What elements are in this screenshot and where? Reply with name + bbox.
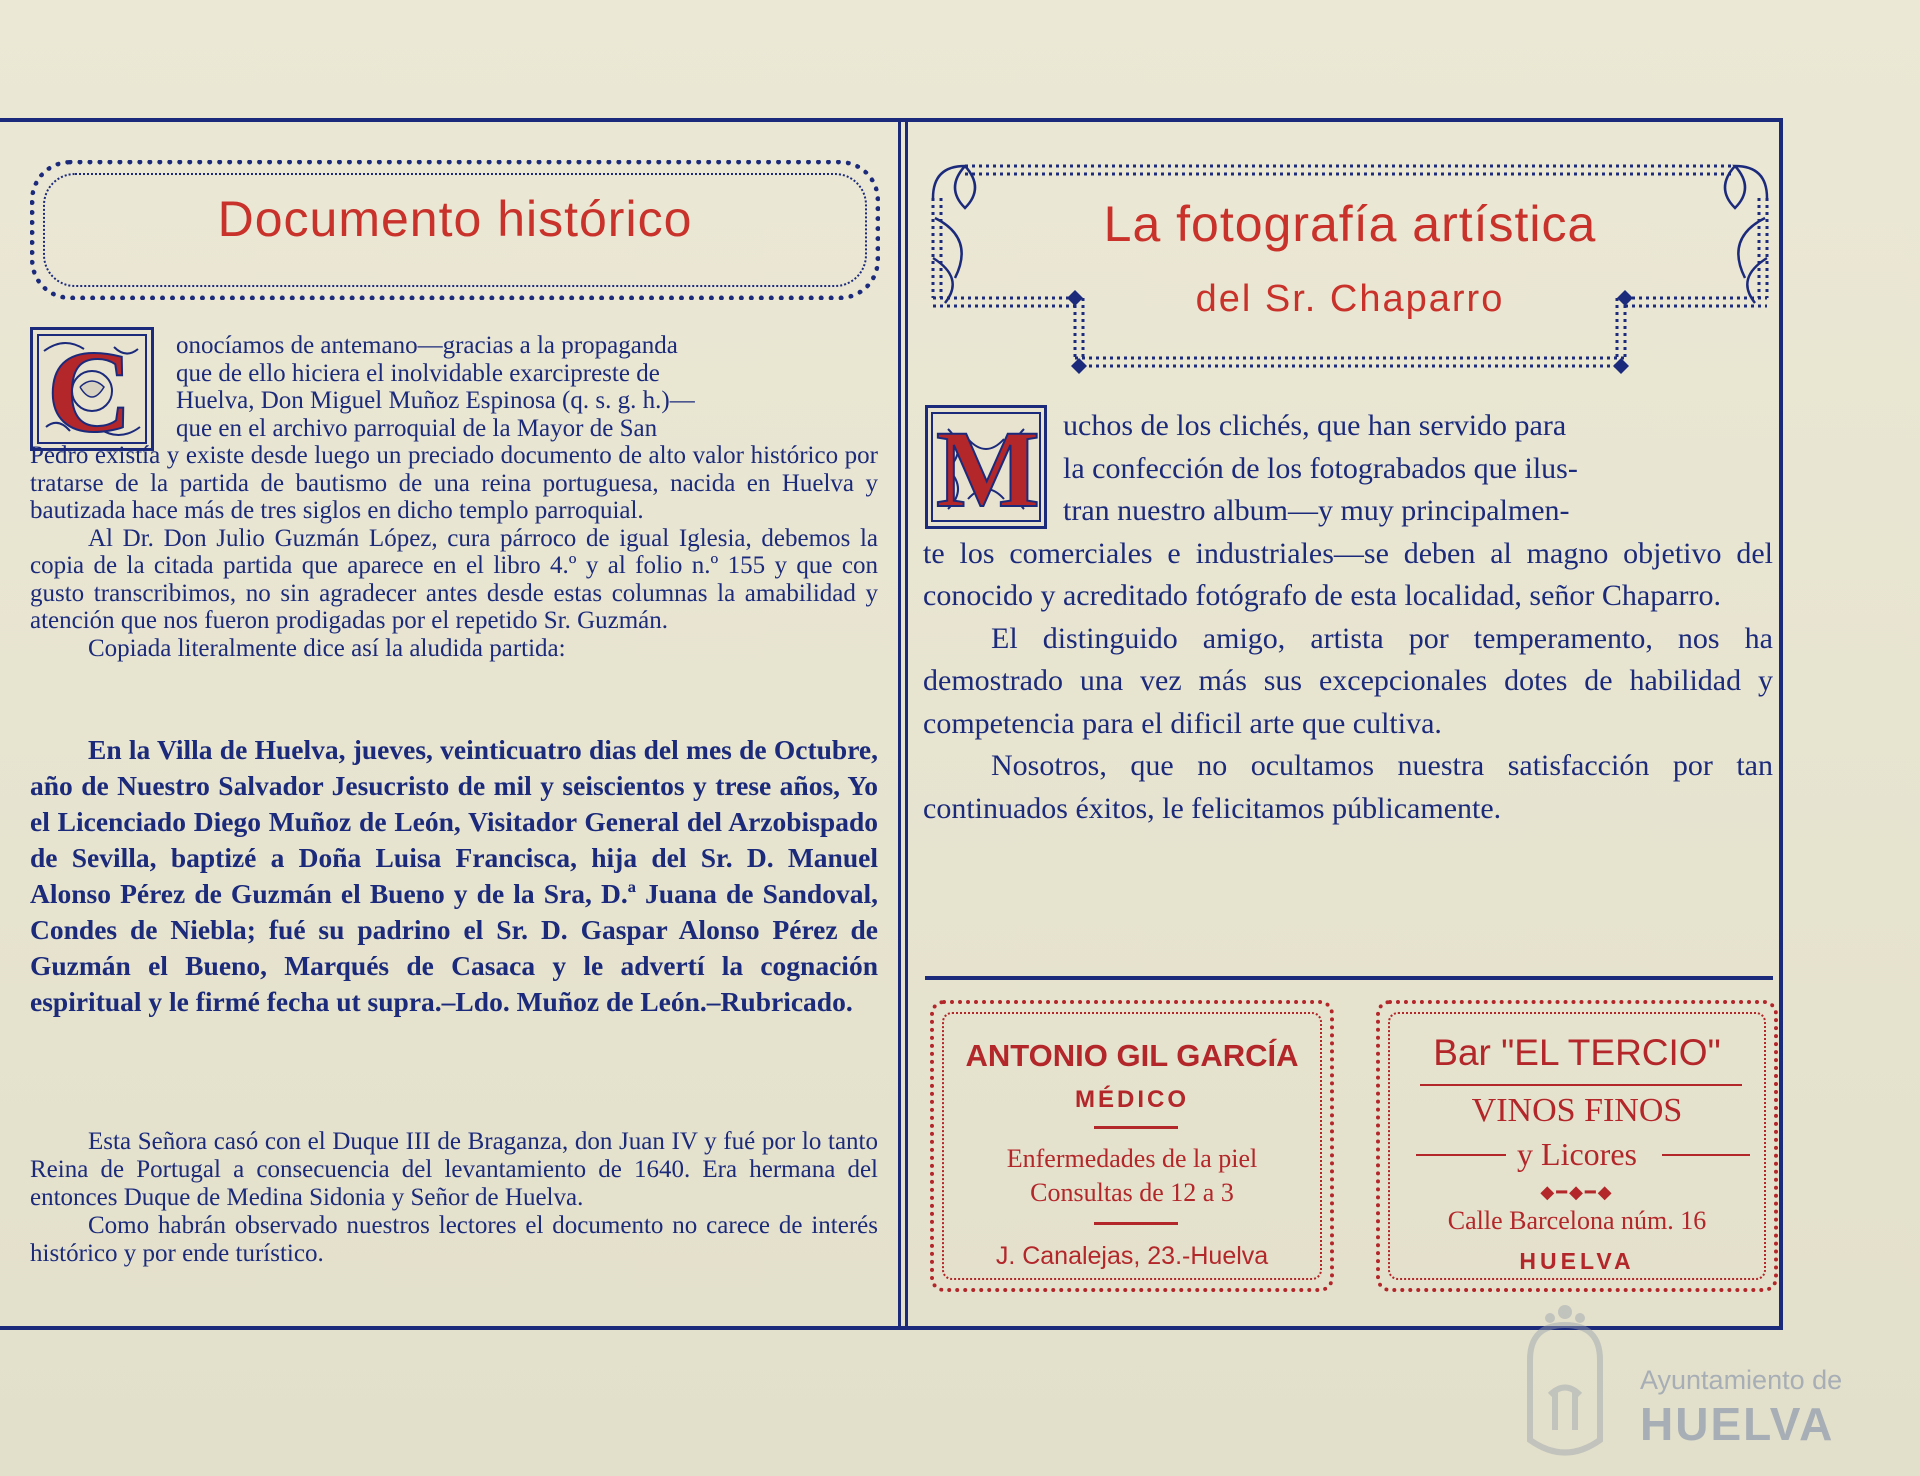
- left-intro-line: que de ello hiciera el inolvidable exarcipreste de: [176, 359, 660, 387]
- advert-doctor-specialty: Enfermedades de la piel: [1006, 1144, 1258, 1173]
- advert-doctor-profession: MÉDICO: [1075, 1086, 1189, 1113]
- left-paragraph-4: Esta Señora casó con el Duque III de Braganza, don Juan IV y fué por lo tanto Reina de Portugal a consecuencia del levantamiento de 1640. Era hermana del entonces Duque de Medina Sidonia y Señor de Huelva.: [30, 1128, 878, 1211]
- left-paragraph-3: Copiada literalmente dice así la aludida partida:: [88, 634, 566, 662]
- right-intro-line: tran nuestro album—y muy principalmen-: [1063, 494, 1570, 527]
- advert-bar-city: HUELVA: [1519, 1248, 1635, 1274]
- left-article-title: Documento histórico: [217, 191, 693, 247]
- advert-bar-line2: y Licores: [1517, 1136, 1637, 1172]
- watermark-line1: Ayuntamiento de: [1640, 1365, 1843, 1395]
- advert-ornament-icon: ◆━◆━◆: [1540, 1182, 1614, 1202]
- advert-divider: [1094, 1126, 1178, 1129]
- right-article-title: La fotografía artística: [1103, 196, 1597, 252]
- right-paragraph-2: El distinguido amigo, artista por temperamento, nos ha demostrado una vez más sus excepcionales dotes de habilidad y competencia para el dificil arte que cultiva.: [923, 621, 1773, 740]
- frame-top-rule: [0, 118, 1779, 122]
- right-body: [923, 405, 1773, 830]
- right-intro-line: uchos de los clichés, que han servido para: [1063, 409, 1567, 442]
- advert-doctor-hours: Consultas de 12 a 3: [1030, 1178, 1234, 1207]
- left-body: [30, 332, 878, 662]
- advert-doctor-name: ANTONIO GIL GARCÍA: [965, 1038, 1299, 1073]
- left-paragraph-1: Pedro existía y existe desde luego un preciado documento de alto valor histórico por tratarse de la partida de bautismo de una reina portuguesa, nacida en Huelva y bautizada hace más de tres siglos en dicho templo parroquial.: [30, 442, 878, 524]
- advert-divider: [1420, 1084, 1742, 1086]
- left-paragraph-5: Como habrán observado nuestros lectores el documento no carece de interés histórico y por ende turístico.: [30, 1212, 878, 1267]
- right-paragraph-1: te los comerciales e industriales—se deben al magno objetivo del conocido y acreditado fotógrafo de esta localidad, señor Chaparro.: [923, 536, 1773, 612]
- advert-doctor: [930, 1000, 1334, 1292]
- left-intro-line: que en el archivo parroquial de la Mayor de San: [176, 414, 658, 442]
- advert-bar-name: Bar "EL TERCIO": [1433, 1032, 1721, 1073]
- baptism-record-quote: En la Villa de Huelva, jueves, veinticuatro dias del mes de Octubre, año de Nuestro Salvador Jesucristo de mil y seiscientos y trese años, Yo el Licenciado Diego Muñoz de León, Visitador General del Arzobispado de Sevilla, baptizé a Doña Luisa Francisca, hija del Sr. D. Manuel Alonso Pérez de Guzmán el Bueno y de la Sra, D.ª Juana de Sandoval, Condes de Niebla; fué su padrino el Sr. D. Gaspar Alonso Pérez de Guzmán el Bueno, Marqués de Casaca y le advertí la cognación espiritual y le firmé fecha ut supra.–Ldo. Muñoz de León.–Rubricado.: [30, 734, 878, 1017]
- dropcap-letter: M: [936, 408, 1040, 530]
- advert-divider: [1662, 1154, 1750, 1156]
- advert-doctor-address: J. Canalejas, 23.-Huelva: [995, 1242, 1269, 1270]
- left-body-end: [30, 1128, 878, 1268]
- left-intro-line: Huelva, Don Miguel Muñoz Espinosa (q. s. g. h.)—: [176, 387, 695, 414]
- left-intro-line: onocíamos de antemano—gracias a la propaganda: [176, 332, 678, 359]
- advert-bar-address: Calle Barcelona núm. 16: [1447, 1206, 1707, 1235]
- watermark-line2: HUELVA: [1640, 1398, 1835, 1450]
- advert-bar: [1376, 1000, 1778, 1292]
- right-article-subtitle: del Sr. Chaparro: [1195, 278, 1505, 320]
- column-divider: [898, 118, 908, 1330]
- advert-bar-line1: VINOS FINOS: [1471, 1092, 1683, 1129]
- left-paragraph-2: Al Dr. Don Julio Guzmán López, cura párroco de igual Iglesia, debemos la copia de la citada partida que aparece en el libro 4.º y al folio n.º 155 y que con gusto transcribimos, no sin agradecer antes desde estas columnas la amabilidad y atención que nos fueron prodigadas por el repetido Sr. Guzmán.: [30, 524, 878, 634]
- right-section-rule: [925, 976, 1773, 980]
- frame-right-rule: [1779, 118, 1783, 1330]
- right-paragraph-3: Nosotros, que no ocultamos nuestra satisfacción por tan continuados éxitos, le felicitamos públicamente.: [923, 749, 1773, 825]
- dropcap-letter: C: [47, 326, 133, 457]
- right-intro-line: la confección de los fotograbados que ilus-: [1063, 451, 1578, 485]
- right-title-ornament: [925, 158, 1775, 374]
- advert-divider: [1094, 1222, 1178, 1225]
